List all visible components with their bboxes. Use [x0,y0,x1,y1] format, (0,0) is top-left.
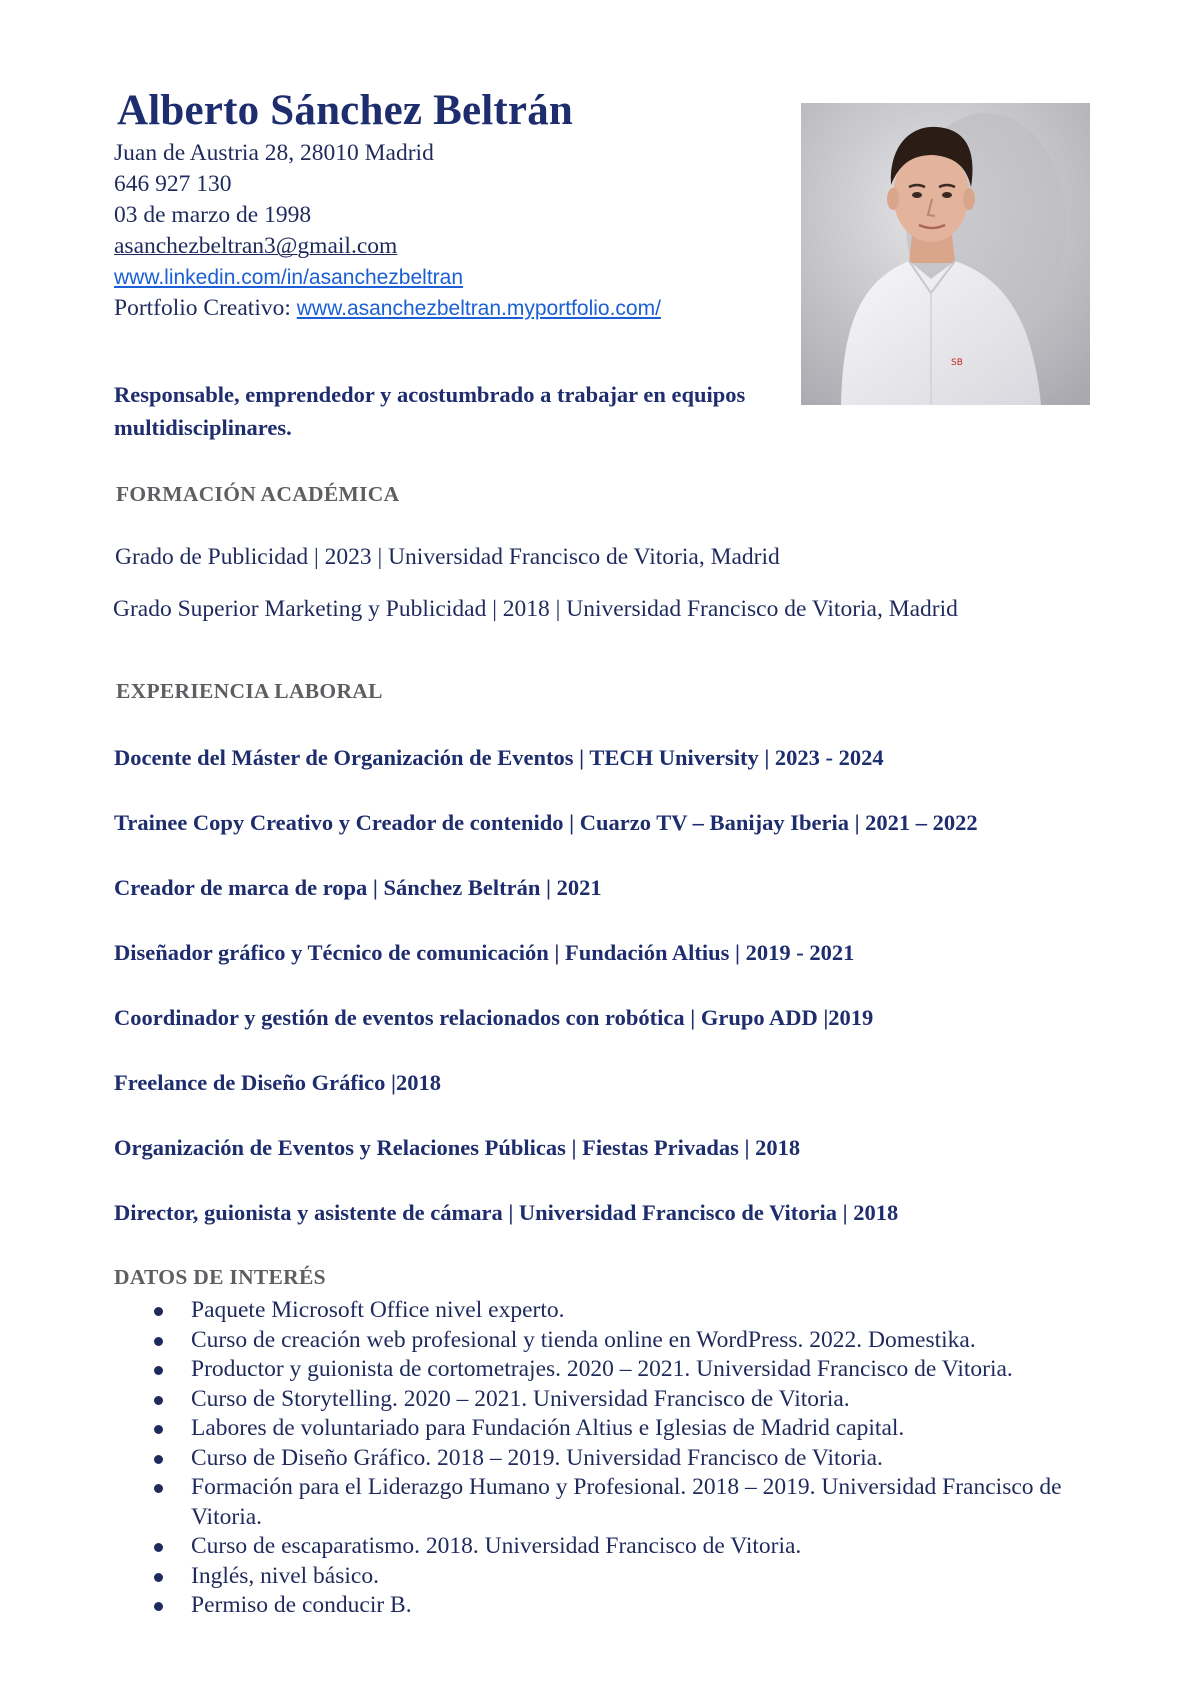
bullet-icon [154,1337,163,1346]
list-item [150,1444,1110,1474]
bullet-icon [154,1543,163,1552]
interests-list [150,1296,1110,1621]
list-item-text: Paquete Microsoft Office nivel experto. [191,1297,565,1323]
list-item [150,1385,1110,1415]
section-title-interests: DATOS DE INTERÉS [114,1265,326,1289]
list-item [150,1591,1110,1621]
list-item [150,1355,1110,1385]
experience-item: Creador de marca de ropa | Sánchez Beltrán | 2021 [114,875,602,900]
bullet-icon [154,1484,163,1493]
bullet-icon [154,1366,163,1375]
experience-item: Director, guionista y asistente de cámara | Universidad Francisco de Vitoria | 2018 [114,1200,899,1225]
list-item [150,1414,1110,1444]
bullet-icon [154,1307,163,1316]
list-item-text: Productor y guionista de cortometrajes. 2020 – 2021. Universidad Francisco de Vitoria. [191,1356,1013,1382]
list-item-text: Inglés, nivel básico. [191,1562,379,1589]
experience-item: Diseñador gráfico y Técnico de comunicación | Fundación Altius | 2019 - 2021 [114,940,855,965]
profile-photo-illustration [801,103,1090,405]
birthdate: 03 de marzo de 1998 [114,202,312,228]
experience-item: Docente del Máster de Organización de Eventos | TECH University | 2023 - 2024 [114,745,884,770]
bullet-icon [154,1573,163,1582]
experience-item: Trainee Copy Creativo y Creador de contenido | Cuarzo TV – Banijay Iberia | 2021 – 2022 [114,810,978,835]
education-item: Grado de Publicidad | 2023 | Universidad Francisco de Vitoria, Madrid [115,544,780,570]
list-item [150,1532,1110,1562]
list-item-text: Permiso de conducir B. [191,1592,412,1618]
portfolio-label: Portfolio Creativo: [114,295,297,321]
experience-item: Coordinador y gestión de eventos relacionados con robótica | Grupo ADD |2019 [114,1005,874,1030]
candidate-name: Alberto Sánchez Beltrán [117,87,574,134]
bullet-icon [154,1396,163,1405]
list-item [150,1562,1110,1592]
profile-photo [801,103,1090,405]
list-item [150,1326,1110,1356]
experience-item: Organización de Eventos y Relaciones Públicas | Fiestas Privadas | 2018 [114,1135,801,1160]
contact-block [114,138,661,324]
profile-summary: Responsable, emprendedor y acostumbrado a trabajar en equipos multidisciplinares. [114,382,746,440]
section-title-experience: EXPERIENCIA LABORAL [116,679,383,703]
list-item [150,1296,1110,1326]
list-item-text: Curso de escaparatismo. 2018. Universidad Francisco de Vitoria. [191,1533,802,1559]
phone: 646 927 130 [114,171,232,197]
list-item-text: Curso de Diseño Gráfico. 2018 – 2019. Universidad Francisco de Vitoria. [191,1444,883,1471]
bullet-icon [154,1602,163,1611]
address: Juan de Austria 28, 28010 Madrid [114,140,434,166]
experience-item: Freelance de Diseño Gráfico |2018 [114,1070,441,1095]
bullet-icon [154,1455,163,1464]
list-item-text: Formación para el Liderazgo Humano y Profesional. 2018 – 2019. Universidad Francisco de Vitoria. [191,1474,1062,1530]
bullet-icon [154,1425,163,1434]
list-item-text: Labores de voluntariado para Fundación Altius e Iglesias de Madrid capital. [191,1415,905,1441]
linkedin-link[interactable]: www.linkedin.com/in/asanchezbeltran [114,266,464,289]
svg-text:SB: SB [951,358,963,368]
portfolio-link[interactable]: www.asanchezbeltran.myportfolio.com/ [296,297,661,320]
list-item-text: Curso de Storytelling. 2020 – 2021. Universidad Francisco de Vitoria. [191,1385,850,1412]
section-title-education: FORMACIÓN ACADÉMICA [116,482,400,506]
email-link[interactable]: asanchezbeltran3@gmail.com [114,233,398,259]
education-item: Grado Superior Marketing y Publicidad | 2018 | Universidad Francisco de Vitoria, Madrid [113,596,958,622]
list-item-text: Curso de creación web profesional y tienda online en WordPress. 2022. Domestika. [191,1326,976,1353]
list-item [150,1473,1110,1532]
